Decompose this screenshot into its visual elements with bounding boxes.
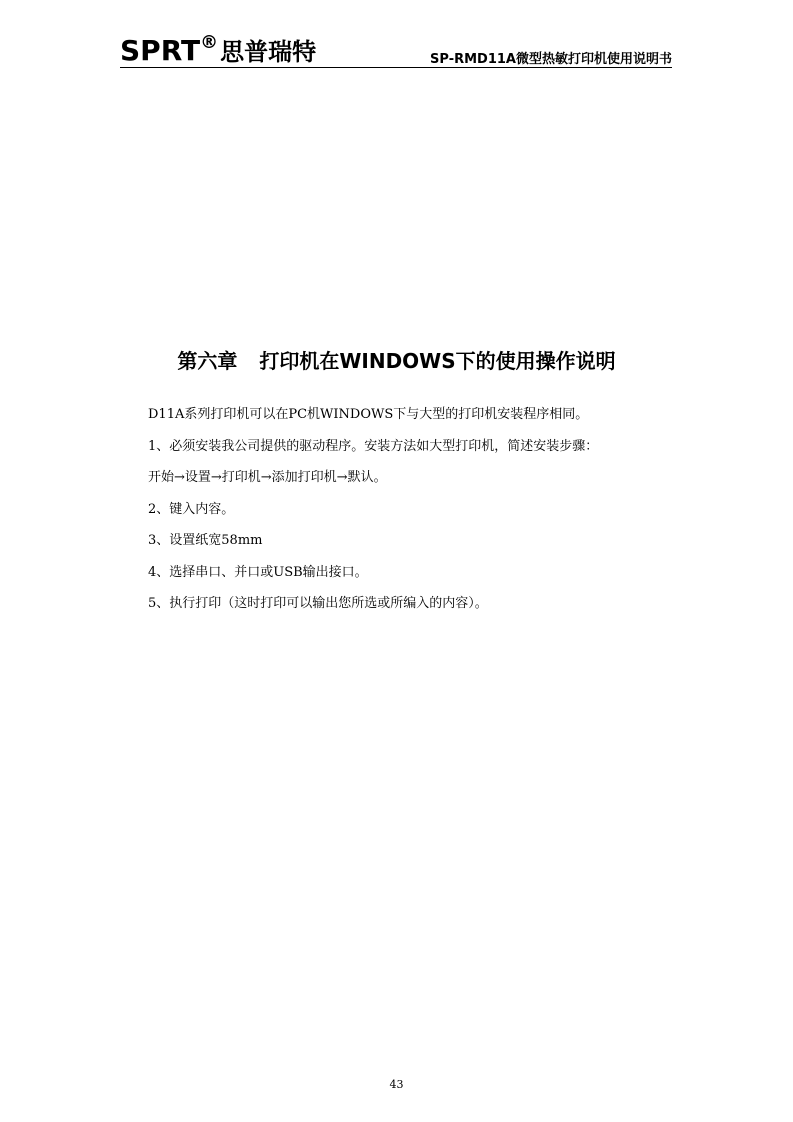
chapter-title: 打印机在WINDOWS下的使用操作说明 bbox=[259, 349, 616, 373]
chapter-heading bbox=[0, 345, 793, 374]
brand-logo bbox=[120, 32, 316, 67]
body-line: 5、执行打印（这时打印可以输出您所选或所编入的内容）。 bbox=[148, 596, 488, 611]
brand-latin: SPRT bbox=[120, 34, 201, 67]
body-line: 1、必须安装我公司提供的驱动程序。安装方法如大型打印机，简述安装步骤： bbox=[148, 438, 599, 454]
body-line: 2、键入内容。 bbox=[148, 501, 235, 517]
header-rule bbox=[120, 67, 672, 68]
body-line: 4、选择串口、并口或USB输出接口。 bbox=[148, 564, 368, 580]
body-line: 3、设置纸宽58mm bbox=[148, 533, 263, 548]
body-text bbox=[148, 405, 648, 626]
page-number: 43 bbox=[389, 1078, 404, 1091]
document-title: SP-RMD11A微型热敏打印机使用说明书 bbox=[430, 52, 672, 67]
page-header bbox=[120, 30, 672, 68]
body-line: 开始→设置→打印机→添加打印机→默认。 bbox=[148, 470, 387, 485]
registered-mark: ® bbox=[200, 31, 219, 53]
brand-chinese: 思普瑞特 bbox=[220, 38, 317, 66]
chapter-number: 第六章 bbox=[177, 349, 238, 373]
body-line: D11A系列打印机可以在PC机WINDOWS下与大型的打印机安装程序相同。 bbox=[148, 407, 589, 422]
